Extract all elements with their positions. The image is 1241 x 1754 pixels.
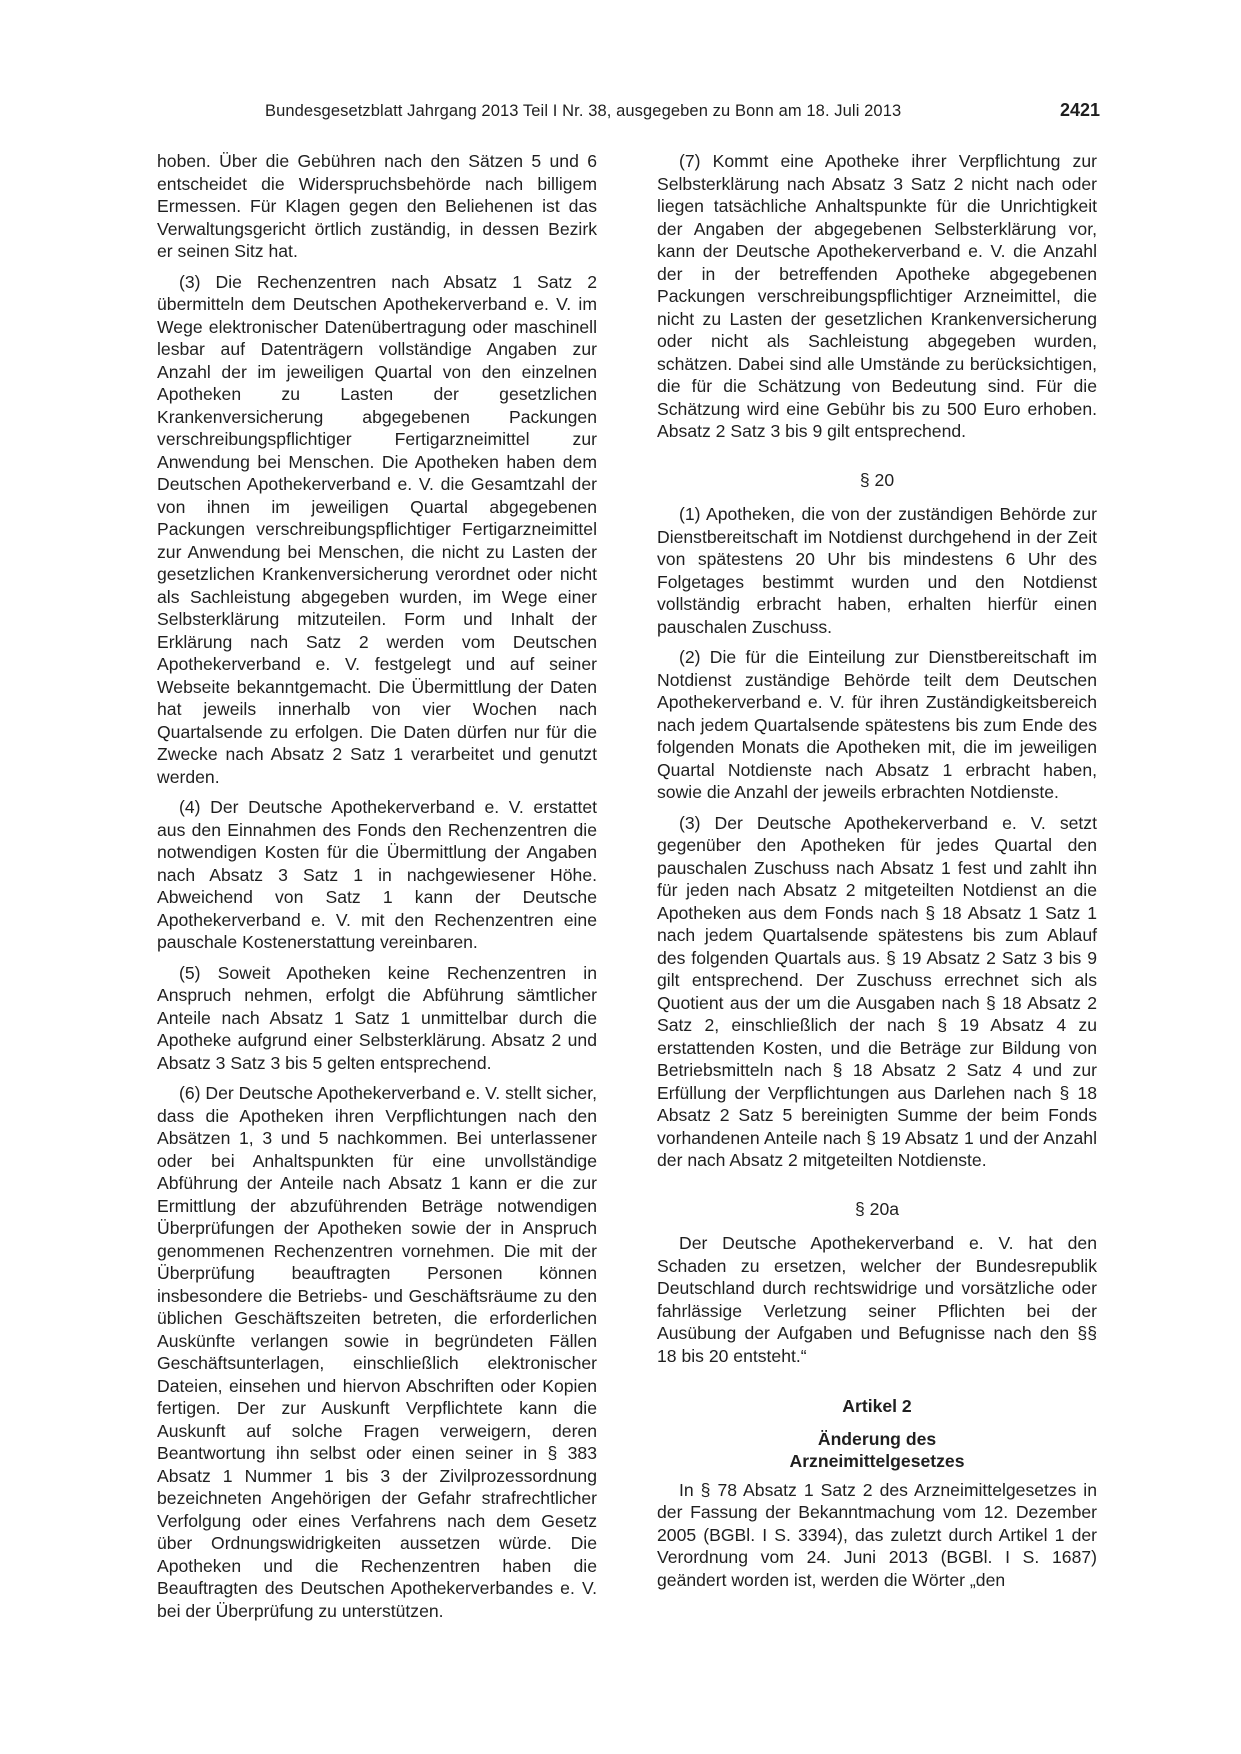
section-heading-20a: § 20a	[854, 1198, 900, 1219]
page-number: 2421	[1059, 100, 1100, 120]
left-column	[157, 150, 597, 1630]
paragraph-19-5: (5) Soweit Apotheken keine Rechenzentren in Anspruch nehmen, erfolgt die Abführung sämtlicher Anteile nach Absatz 1 Satz 1 unmittelbar durch die Apotheke aufgrund einer Selbsterklärung. Absatz 2 und Absatz 3 Satz 3 bis 5 gelten entsprechend.	[157, 962, 597, 1073]
paragraph-continuation: hoben. Über die Gebühren nach den Sätzen 5 und 6 entscheidet die Widerspruchsbehörde nach billigem Ermessen. Für Klagen gegen den Beliehenen ist das Verwaltungsgericht örtlich zuständig, in dessen Bezirk er seinen Sitz hat.	[157, 151, 597, 261]
paragraph-20-1: (1) Apotheken, die von der zuständigen Behörde zur Dienstbereitschaft im Notdienst durchgehend in der Zeit von spätestens 20 Uhr bis mindestens 6 Uhr des Folgetages bestimmt wurden und den Notdienst vollständig erbracht haben, erhalten hierfür einen pauschalen Zuschuss.	[657, 504, 1097, 637]
article-subheading	[657, 1428, 1097, 1473]
paragraph-19-4: (4) Der Deutsche Apothekerverband e. V. erstattet aus den Einnahmen des Fonds den Rechenzentren die notwendigen Kosten für die Übermittlung der Angaben nach Absatz 3 Satz 1 in nachgewiesener Höhe. Abweichend von Satz 1 kann der Deutsche Apothekerverband e. V. mit den Rechenzentren eine pauschale Kostenerstattung vereinbaren.	[157, 797, 597, 952]
paragraph-19-6: (6) Der Deutsche Apothekerverband e. V. stellt sicher, dass die Apotheken ihren Verpflichtungen nach den Absätzen 1, 3 und 5 nachkommen. Bei unterlassener oder bei Anhaltspunkten für eine unvollständige Abführung der Anteile nach Absatz 1 kann er die zur Ermittlung der abzuführenden Beträge notwendigen Überprüfungen der Apotheken sowie der in Anspruch genommenen Rechenzentren vornehmen. Die mit der Überprüfung beauftragten Personen können insbesondere die Betriebs- und Geschäftsräume zu den üblichen Geschäftszeiten betreten, die erforderlichen Auskünfte verlangen sowie in begründeten Fällen Geschäftsunterlagen, einschließlich elektronischer Dateien, einsehen und hiervon Abschriften oder Kopien fertigen. Der zur Auskunft Verpflichtete kann die Auskunft auf solche Fragen verweigern, deren Beantwortung ihn selbst oder einen seiner in § 383 Absatz 1 Nummer 1 bis 3 der Zivilprozessordnung bezeichneten Angehörigen der Gefahr strafrechtlicher Verfolgung oder eines Verfahrens nach dem Gesetz über Ordnungswidrigkeiten aussetzen würde. Die Apotheken und die Rechenzentren haben die Beauftragten des Deutschen Apothekerverbandes e. V. bei der Überprüfung zu unterstützen.	[157, 1083, 597, 1621]
article-heading: Artikel 2	[842, 1396, 912, 1416]
paragraph-20a: Der Deutsche Apothekerverband e. V. hat den Schaden zu ersetzen, welcher der Bundesrepublik Deutschland durch rechtswidrige und vorsätzliche oder fahrlässige Verletzung seiner Pflichten bei der Ausübung der Aufgaben und Befugnisse nach den §§ 18 bis 20 entsteht.“	[657, 1233, 1097, 1366]
header-title: Bundesgesetzblatt Jahrgang 2013 Teil I Nr. 38, ausgegeben zu Bonn am 18. Juli 2013	[265, 102, 902, 120]
section-heading-20: § 20	[859, 469, 895, 490]
paragraph-20-2: (2) Die für die Einteilung zur Dienstbereitschaft im Notdienst zuständige Behörde teilt dem Deutschen Apothekerverband e. V. für ihren Zuständigkeitsbereich nach jedem Quartalsende spätestens bis zum Ende des folgenden Monats die Apotheken mit, die im jeweiligen Quartal Notdienste nach Absatz 1 erbracht haben, sowie die Anzahl der jeweils erbrachten Notdienste.	[657, 647, 1097, 802]
paragraph-article-2: In § 78 Absatz 1 Satz 2 des Arzneimittelgesetzes in der Fassung der Bekanntmachung vom 12. Dezember 2005 (BGBl. I S. 3394), das zuletzt durch Artikel 1 der Verordnung vom 24. Juni 2013 (BGBl. I S. 1687) geändert worden ist, werden die Wörter „den	[657, 1479, 1097, 1590]
right-column	[657, 150, 1097, 1599]
paragraph-20-3: (3) Der Deutsche Apothekerverband e. V. setzt gegenüber den Apotheken für jedes Quartal den pauschalen Zuschuss nach Absatz 1 fest und zahlt ihn für jeden nach Absatz 2 mitgeteilten Notdienst an die Apotheken aus dem Fonds nach § 18 Absatz 1 Satz 1 nach jedem Quartalsende spätestens bis zum Ablauf des folgenden Quartals aus. § 19 Absatz 2 Satz 3 bis 9 gilt entsprechend. Der Zuschuss errechnet sich als Quotient aus der um die Ausgaben nach § 18 Absatz 2 Satz 2, einschließlich der nach § 19 Absatz 4 zu erstattenden Kosten, und die Beträge zur Bildung von Betriebsmitteln nach § 18 Absatz 2 Satz 4 und zur Erfüllung der Verpflichtungen aus Darlehen nach § 18 Absatz 2 Satz 5 bereinigten Summe der beim Fonds vorhandenen Anteile nach § 19 Absatz 1 und der Anzahl der nach Absatz 2 mitgeteilten Notdienste.	[657, 812, 1097, 1170]
article-subheading-line1: Änderung des	[817, 1428, 937, 1449]
paragraph-19-7: (7) Kommt eine Apotheke ihrer Verpflichtung zur Selbsterklärung nach Absatz 3 Satz 2 nicht nach oder liegen tatsächliche Anhaltspunkte für die Unrichtigkeit der Angaben der abgegebenen Selbsterklärung vor, kann der Deutsche Apothekerverband e. V. die Anzahl der in der betreffenden Apotheke abgegebenen Packungen verschreibungspflichtiger Arzneimittel, die nicht zu Lasten der gesetzlichen Krankenversicherung oder nicht als Sachleistung abgegeben wurden, schätzen. Dabei sind alle Umstände zu berücksichtigen, die für die Schätzung von Bedeutung sind. Für die Schätzung wird eine Gebühr bis zu 500 Euro erhoben. Absatz 2 Satz 3 bis 9 gilt entsprechend.	[657, 151, 1097, 441]
paragraph-19-3: (3) Die Rechenzentren nach Absatz 1 Satz 2 übermitteln dem Deutschen Apothekerverband e. V. im Wege elektronischer Datenübertragung oder maschinell lesbar auf Datenträgern vollständige Angaben zur Anzahl der im jeweiligen Quartal von den einzelnen Apotheken zu Lasten der gesetzlichen Krankenversicherung abgegebenen Packungen verschreibungspflichtiger Fertigarzneimittel zur Anwendung bei Menschen. Die Apotheken haben dem Deutschen Apothekerverband e. V. die Gesamtzahl der von ihnen im jeweiligen Quartal abgegebenen Packungen verschreibungspflichtiger Fertigarzneimittel zur Anwendung bei Menschen, die nicht zu Lasten der gesetzlichen Krankenversicherung verordnet oder nicht als Sachleistung abgegeben wurden, im Wege einer Selbsterklärung mitzuteilen. Form und Inhalt der Erklärung nach Satz 2 werden vom Deutschen Apothekerverband e. V. festgelegt und auf seiner Webseite bekanntgemacht. Die Übermittlung der Daten hat jeweils innerhalb von vier Wochen nach Quartalsende zu erfolgen. Die Daten dürfen nur für die Zwecke nach Absatz 2 Satz 1 verarbeitet und genutzt werden.	[157, 271, 597, 787]
article-subheading-line2: Arzneimittelgesetzes	[789, 1451, 965, 1471]
page-header	[265, 100, 1100, 126]
